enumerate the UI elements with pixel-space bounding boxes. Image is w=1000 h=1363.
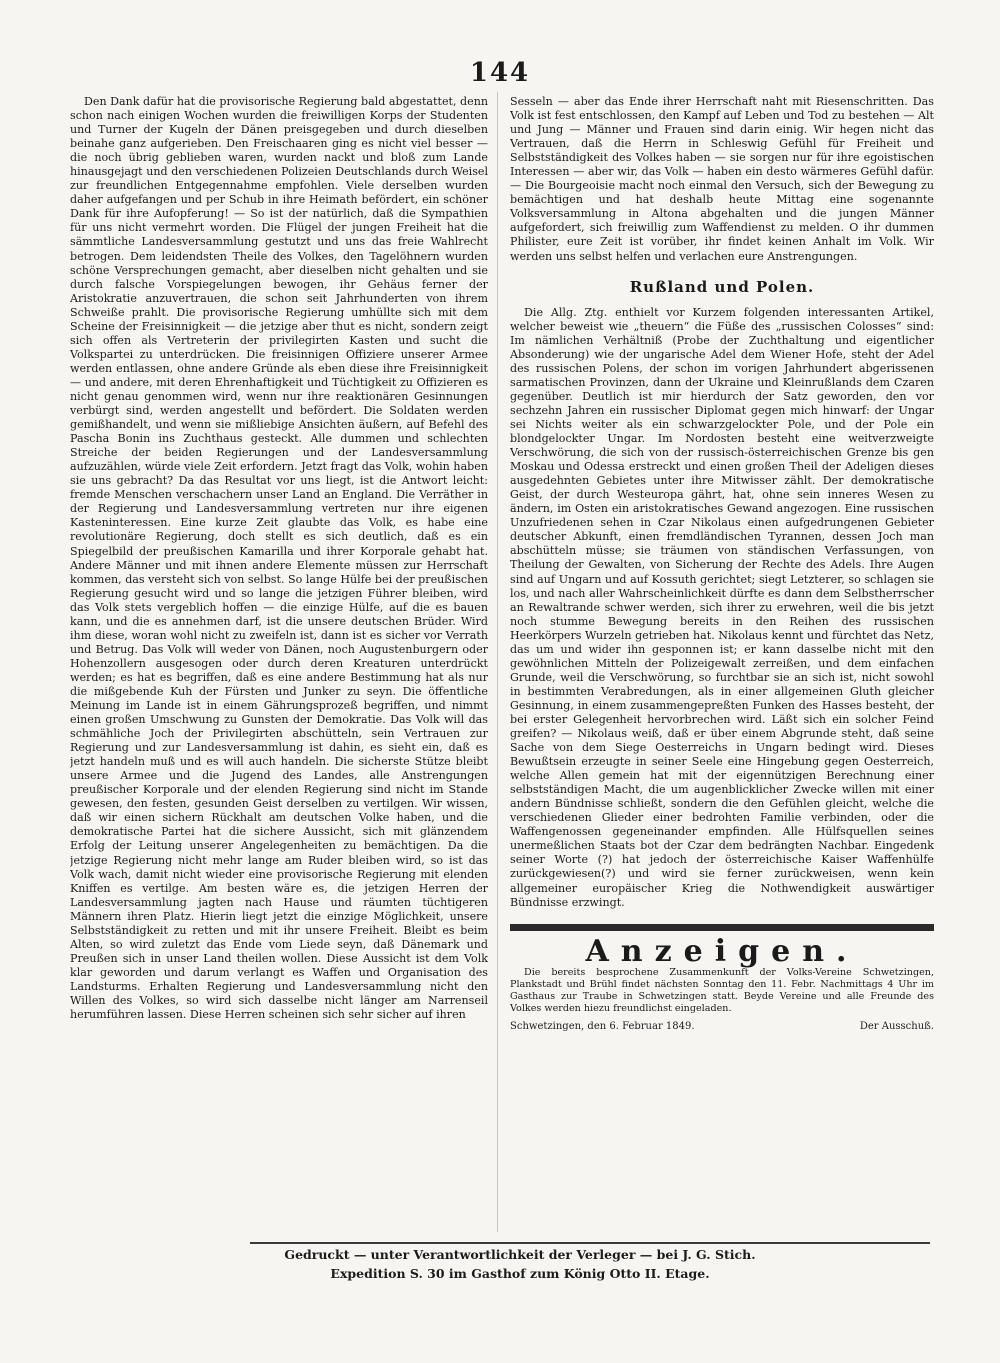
ad-text: Die bereits besprochene Zusammenkunft der Volks-Vereine Schwetzingen, Plankstadt und Brühl findet nächsten Sonntag den 11. Febr. Nachmittags 4 Uhr im Gasthaus zur Traube in Schwetzingen statt. Beyde Vereine und alle Freunde des Volkes werden hiezu freundlichst eingeladen. <box>510 966 934 1014</box>
ad-place-date: Schwetzingen, den 6. Februar 1849. <box>510 1020 695 1032</box>
article-paragraph: Die Allg. Ztg. enthielt vor Kurzem folgenden interessanten Artikel, welcher beweist wie „theuern“ die Füße des „russischen Colosses“ sind: Im nämlichen Verhältniß (Probe der Zuchthaltung und eigentlicher Absonderung) wie der ungarische Adel dem Wiener Hofe, steht der Adel des russischen Polens, der schon im vorigen Jahrhundert abgerissenen sarmatischen Provinzen, dann der Ukraine und Kleinrußlands dem Czaren gegenüber. Deutlich ist mir hierdurch der Satz geworden, den vor sechzehn Jahren ein russischer Diplomat gegen mich hinwarf: der Ungar sei Nichts weiter als ein schwarzgelockter Pole, und der Pole ein blondgelockter Ungar. Im Nordosten besteht eine weitverzweigte Verschwörung, die sich von der russisch-österreichischen Grenze bis gen Moskau und Odessa erstreckt und einen großen Theil der Adeligen dieses ausgedehnten Gebietes unter ihre Mitwisser zählt. Der demokratische Geist, der durch Westeuropa gährt, hat, ohne sein inneres Wesen zu ändern, im Osten ein aristokratisches Gewand angezogen. Eine russischen Unzufriedenen sehen in Czar Nikolaus einen aufgedrungenen Gebieter deutscher Abkunft, einen fremdländischen Tyrannen, dessen Joch man abschütteln müsse; sie träumen von ständischen Verfassungen, von Theilung der Gewalten, von Sicherung der Rechte des Adels. Ihre Augen sind auf Ungarn und auf Kossuth gerichtet; siegt Letzterer, so schlagen sie los, und nach aller Wahrscheinlichkeit dürfte es dann dem Selbstherrscher an Rewaltrande schwer werden, sich ihrer zu erwehren, weil die bis jetzt noch stumme Bewegung bereits in den Reihen des russischen Heerkörpers Wurzeln getrieben hat. Nikolaus kennt und fürchtet das Netz, das um und wider ihn gesponnen ist; er kann dasselbe nicht mit den gewöhnlichen Mitteln der Polizeigewalt zerreißen, und dem einfachen Grunde, weil die Verschwörung, so furchtbar sie an sich ist, nicht sowohl in bestimmten Verabredungen, als in einer allgemeinen Gluth gleicher Gesinnung, in einem zusammengepreßten Funken des Hasses besteht, der bei erster Gelegenheit hervorbrechen wird. Läßt sich ein solcher Feind greifen? — Nikolaus weiß, daß er über einem Abgrunde steht, daß seine Sache von dem Siege Oesterreichs in Ungarn bedingt wird. Dieses Bewußtsein erzeugte in seiner Seele eine Hingebung gegen Oesterreich, welche Allen gemein hat mit der eigennützigen Berechnung einer selbstständigen Macht, die um augenblicklicher Zwecke willen mit einer andern Bündnisse schließt, sondern die den Gefühlen gleicht, welche die verschiedenen Glieder einer bedrohten Familie verbinden, oder die Waffengenossen gegeneinander empfinden. Alle Hülfsquellen seines unermeßlichen Staats bot der Czar dem bedrängten Nachbar. Eingedenk seiner Worte (?) hat jedoch der österreichische Kaiser Waffenhülfe zurückgewiesen(?) und wird sie ferner zurückweisen, wenn kein allgemeiner europäischer Krieg die Nothwendigkeit auswärtiger Bündnisse erzwingt. <box>510 305 934 909</box>
ad-signature: Der Ausschuß. <box>859 1020 934 1032</box>
imprint-expedition: Expedition S. 30 im Gasthof zum König Otto II. Etage. <box>330 1266 710 1281</box>
section-title: Rußland und Polen. <box>629 277 815 296</box>
imprint-printer: Gedruckt — unter Verantwortlichkeit der Verleger — bei J. G. Stich. <box>284 1247 756 1262</box>
article-paragraph: Den Dank dafür hat die provisorische Regierung bald abgestattet, denn schon nach einigen Wochen wurden die freiwilligen Korps der Studenten und Turner der Kugeln der Dänen preisgegeben und durch dieselben beinahe ganz aufgerieben. Den Freischaaren ging es nicht viel besser — die noch übrig geblieben waren, wurden nackt und bloß zum Lande hinausgejagt und den verschiedenen Polizeien Deutschlands durch Weisel zur freundlichen Entgegennahme empfohlen. Viele derselben wurden daher aufgefangen und per Schub in ihre Heimath befördert, ein schöner Dank für ihre Aufopferung! — So ist der natürlich, daß die Sympathien für uns nicht vermehrt worden. Die Flügel der jungen Freiheit hat die sämmtliche Landesversammlung gestutzt und uns das freie Wahlrecht betrogen. Dem leidendsten Theile des Volkes, den Tagelöhnern wurden schöne Versprechungen gemacht, aber dieselben nicht gehalten und sie durch falsche Vorspiegelungen bewogen, ihr Gehäus ferner der Aristokratie anzuvertrauen, die schon seit Jahrhunderten von ihrem Schweiße prahlt. Die provisorische Regierung umhüllte sich mit dem Scheine der Freisinnigkeit — die jetzige aber thut es nicht, sondern zeigt sich offen als Vertreterin der privilegirten Kasten und sucht die Volkspartei zu unterdrücken. Die freisinnigen Offiziere unserer Armee werden entlassen, ohne andere Gründe als eben diese ihre Freisinnigkeit — und andere, mit deren Ehrenhaftigkeit und Tüchtigkeit zu Offizieren es nicht genau genommen wird, wenn nur ihre reaktionären Gesinnungen verbürgt sind, werden angestellt und befördert. Die Soldaten werden gemißhandelt, und wenn sie mißliebige Ansichten äußern, auf Befehl des Pascha Bonin ins Zuchthaus gesteckt. Alle dummen und schlechten Streiche der beiden Regierungen und der Landesversammlung aufzuzählen, würde viele Zeit erfordern. Jetzt fragt das Volk, wohin haben sie uns gebracht? Da das Resultat vor uns liegt, ist die Antwort leicht: fremde Menschen verschachern unser Land an England. Die Verräther in der Regierung und Landesversammlung vertreten nur ihre eigenen Kasteninteressen. Eine kurze Zeit glaubte das Volk, es habe eine revolutionäre Regierung, doch stellt es sich deutlich, daß es ein Spiegelbild der preußischen Kamarilla und ihrer Korporale gehabt hat. Andere Männer und mit ihnen andere Elemente müssen zur Herrschaft kommen, das versteht sich von selbst. So lange Hülfe bei der preußischen Regierung gesucht wird und so lange die jetzigen Führer bleiben, wird das Volk stets vergeblich hoffen — die einzige Hülfe, auf die es bauen kann, und die es annehmen darf, ist die unsere deutschen Brüder. Wird ihm diese, woran wohl nicht zu zweifeln ist, dann ist es sicher vor Verrath und Betrug. Das Volk will weder von Dänen, noch Augustenburgern oder Hohenzollern ausgesogen oder durch deren Kreaturen unterdrückt werden; es hat es begriffen, daß es eine andere Bestimmung hat als nur die mißgebende Kuh der Fürsten und Junker zu seyn. Die öffentliche Meinung im Lande ist in einem Gährungsprozeß begriffen, und nimmt einen großen Umschwung zu Gunsten der Demokratie. Das Volk will das schmähliche Joch der Privilegirten abschütteln, sein Vertrauen zur Regierung und zur Landesversammlung ist dahin, es sieht ein, daß es jetzt handeln muß und es will auch handeln. Die sicherste Stütze bleibt unsere Armee und die Jugend des Landes, alle Anstrengungen preußischer Korporale und der elenden Regierung sind nicht im Stande gewesen, den festen, gesunden Geist derselben zu vertilgen. Wir wissen, daß wir einen sichern Rückhalt am deutschen Volke haben, und die demokratische Partei hat die sichere Aussicht, sich mit glänzendem Erfolg der Leitung unserer Angelegenheiten zu bemächtigen. Da die jetzige Regierung nicht mehr lange am Ruder bleiben wird, so ist das Volk wach, damit nicht wieder eine provisorische Regierung mit elenden Kniffen es vertilge. Am besten wäre es, die jetzigen Herren der Landesversammlung jagten nach Hause und räumten tüchtigeren Männern ihren Platz. Hierin liegt jetzt die einzige Möglichkeit, unsere Selbstständigkeit zu retten und mit ihr unsere Freiheit. Bleibt es beim Alten, so wird zuletzt das Ende vom Liede seyn, daß Dänemark und Preußen sich in unser Land theilen wollen. Diese Aussicht ist dem Volk klar geworden und darum verlangt es Waffen und Organisation des Landsturms. Erhalten Regierung und Landesversammlung nicht den Willen des Volkes, so wird sich dasselbe nicht länger am Narrenseil herumführen lassen. Diese Herren scheinen sich sehr sicher auf ihren <box>70 95 488 1022</box>
imprint-rule <box>250 1242 930 1244</box>
right-column <box>510 95 934 1145</box>
column-divider <box>497 92 498 1232</box>
section-rule <box>510 924 934 931</box>
ad-signature-row <box>510 1021 934 1033</box>
left-column <box>70 95 488 1235</box>
page-number: 144 <box>469 58 531 88</box>
article-continuation: Sesseln — aber das Ende ihrer Herrschaft naht mit Riesenschritten. Das Volk ist fest entschlossen, den Kampf auf Leben und Tod zu bestehen — Alt und Jung — Männer und Frauen sind darin einig. Wir hegen nicht das Vertrauen, daß die Herrn in Schleswig Gefühl für Freiheit und Selbstständigkeit des Volkes haben — sie sorgen nur für ihre egoistischen Interessen — aber wir, das Volk — haben ein desto wärmeres Gefühl dafür. — Die Bourgeoisie macht noch einmal den Versuch, sich der Bewegung zu bemächtigen und hat deshalb heute Mittag eine sogenannte Volksversammlung in Altona abgehalten und die jungen Männer aufgefordert, sich freiwillig zum Waffendienst zu melden. O ihr dummen Philister, eure Zeit ist vorüber, ihr findet keinen Anhalt im Volk. Wir werden uns selbst helfen und verlachen eure Anstrengungen. <box>510 95 934 263</box>
ad-notice <box>510 967 934 1033</box>
ads-heading: Anzeigen. <box>585 933 859 969</box>
